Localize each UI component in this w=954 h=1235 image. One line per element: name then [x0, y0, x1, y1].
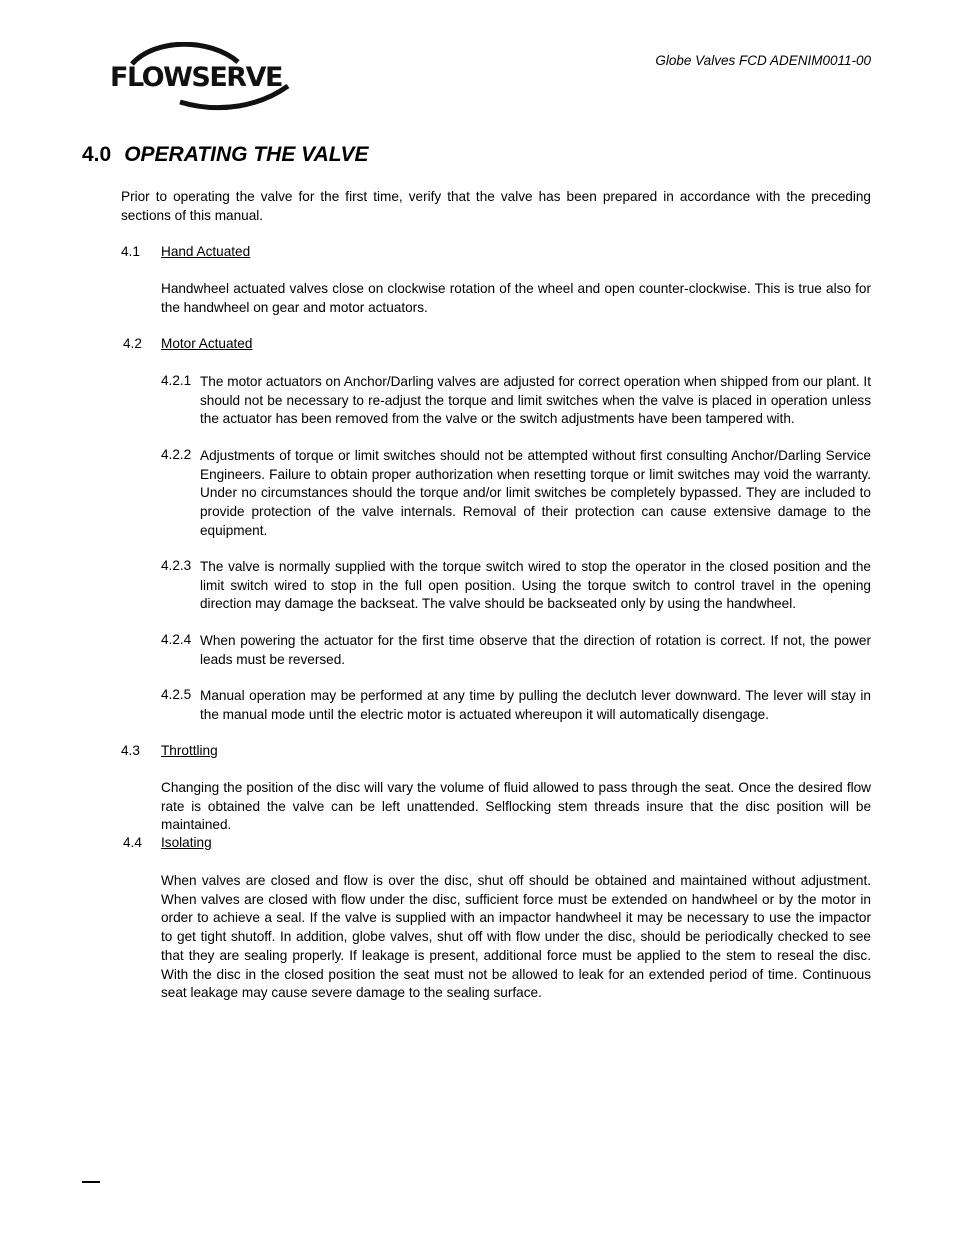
item-number: 4.2.1	[161, 373, 192, 388]
section-heading	[82, 143, 368, 167]
intro-paragraph: Prior to operating the valve for the first time, verify that the valve has been prepared in accordance with the preceding sections of this manual.	[121, 189, 871, 223]
subsection-title-motor-actuated: Motor Actuated	[161, 336, 253, 351]
subsection-number: 4.2	[123, 336, 142, 351]
item-paragraph: The valve is normally supplied with the torque switch wired to stop the operator in the closed position and the limit switch wired to stop in the full open position. Using the torque switch to control travel in the opening direction may damage the backseat. The valve should be backseated only by using the handwheel.	[200, 559, 871, 612]
item-paragraph: When powering the actuator for the first time observe that the direction of rotation is correct. If not, the power leads must be reversed.	[200, 633, 871, 667]
subsection-title-hand-actuated: Hand Actuated	[161, 244, 251, 259]
flowserve-logo	[110, 42, 295, 114]
item-number: 4.2.2	[161, 447, 192, 462]
item-number: 4.2.4	[161, 632, 192, 647]
hand-actuated-paragraph: Handwheel actuated valves close on clockwise rotation of the wheel and open counter-clockwise. This is true also for the handwheel on gear and motor actuators.	[161, 281, 871, 315]
item-number: 4.2.3	[161, 558, 192, 573]
item-paragraph: The motor actuators on Anchor/Darling valves are adjusted for correct operation when shipped from our plant. It should not be necessary to re-adjust the torque and limit switches when the valve is placed in operation unless the actuator has been removed from the valve or the switch adjustments have been tampered with.	[200, 374, 871, 427]
subsection-number: 4.4	[123, 835, 142, 850]
item-number: 4.2.5	[161, 687, 192, 702]
subsection-title-isolating: Isolating	[161, 835, 212, 850]
section-title: OPERATING THE VALVE	[124, 143, 369, 166]
isolating-paragraph: When valves are closed and flow is over the disc, shut off should be obtained and maintained without adjustment. When valves are closed with flow under the disc, sufficient force must be extended on handwheel or by the motor in order to achieve a seal. If the valve is supplied with an impactor handwheel it may be necessary to use the impactor to get tight shutoff. In addition, globe valves, shut off with flow under the disc, should be periodically checked to see that they are sealing properly. If leakage is present, additional force must be applied to the stem to reseal the disc. With the disc in the closed position the seat must not be allowed to leak for an extended period of time. Continuous seat leakage may cause severe damage to the sealing surface.	[161, 873, 871, 1001]
document-reference: Globe Valves FCD ADENIM0011-00	[655, 53, 871, 68]
item-paragraph: Adjustments of torque or limit switches should not be attempted without first consulting Anchor/Darling Service Engineers. Failure to obtain proper authorization when resetting torque or limit switches may void the warranty. Under no circumstances should the torque and/or limit switches be completely bypassed. They are included to provide protection of the valve internals. Removal of their protection can cause extensive damage to the equipment.	[200, 448, 871, 538]
subsection-title-throttling: Throttling	[161, 743, 218, 758]
subsection-number: 4.3	[121, 743, 140, 758]
footer-rule	[82, 1181, 100, 1183]
item-paragraph: Manual operation may be performed at any time by pulling the declutch lever downward. The lever will stay in the manual mode until the electric motor is actuated whereupon it will automatically disengage.	[200, 688, 871, 722]
subsection-number: 4.1	[121, 244, 140, 259]
section-number: 4.0	[82, 143, 112, 166]
logo-wordmark: FLOWSERVE	[110, 62, 282, 93]
throttling-paragraph: Changing the position of the disc will vary the volume of fluid allowed to pass through the seat. Once the desired flow rate is obtained the valve can be left unattended. Selflocking stem threads insure that the disc position will be maintained.	[161, 780, 871, 833]
